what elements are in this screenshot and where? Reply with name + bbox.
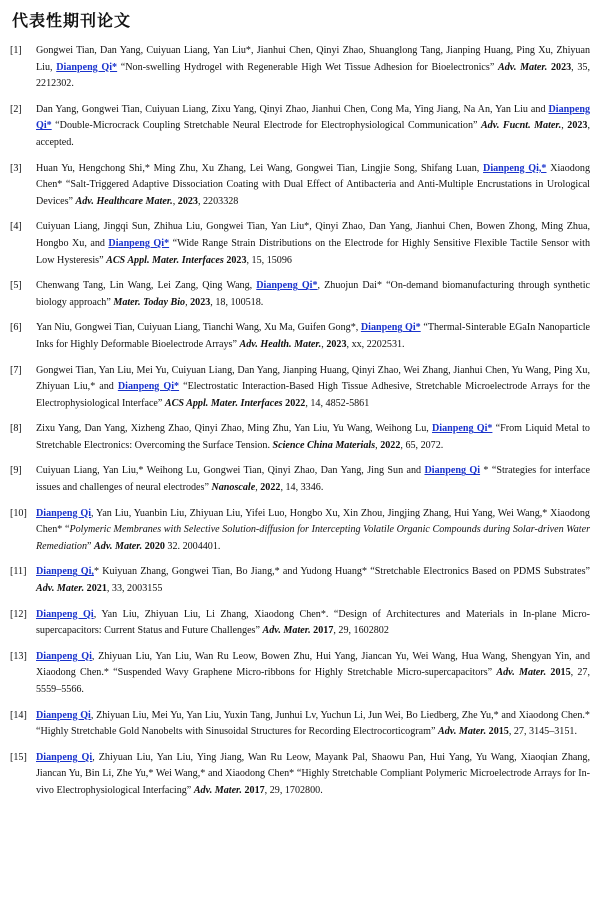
- publication-year: 2017: [244, 784, 265, 796]
- publication-year: 2020: [144, 540, 165, 552]
- author-link[interactable]: Dianpeng Qi*: [36, 103, 590, 132]
- reference-number: [9]: [10, 465, 22, 477]
- reference-number: [4]: [10, 221, 22, 233]
- citation-text: , Zhiyuan Liu, Yan Liu, Ying Jiang, Wan Ru Leow, Mayank Pal, Shaowu Pan, Hui Yang, Yu Wang, Xiaoqian Zhang, Jiancan Yu, Bin Li, Zhe Yu,* Wei Wang,* and Xiaodong Chen* “Highly Stretchable Compliant Polymeric Microelectrode Arrays for In-vivo Electrophysiological Interfacing”: [36, 751, 590, 796]
- citation-text: * “Strategies for interface issues and challenges of neural electrodes”: [36, 465, 590, 494]
- citation-text: * Kuiyuan Zhang, Gongwei Tian, Bo Jiang,* and Yudong Huang* “Stretchable Electronics Based on PDMS Substrates”: [93, 566, 590, 578]
- citation-text: Huan Yu, Hengchong Shi,* Ming Zhu, Xu Zhang, Lei Wang, Gongwei Tian, Lingjie Song, Shifang Luan,: [36, 162, 484, 174]
- reference-list: [10, 43, 590, 800]
- author-link[interactable]: Dianpeng Qi*: [256, 280, 318, 292]
- journal-name: Adv. Mater.: [193, 784, 242, 796]
- citation-text: , 29, 1602802: [333, 625, 389, 637]
- reference-number: [3]: [10, 162, 22, 174]
- journal-name: Science China Materials: [272, 439, 376, 451]
- citation-text: , 33, 2003155: [106, 583, 163, 595]
- reference-item: [10, 363, 590, 413]
- reference-number: [12]: [10, 608, 27, 620]
- reference-item: [10, 43, 590, 93]
- reference-text: [36, 463, 590, 496]
- reference-number: [5]: [10, 280, 22, 292]
- citation-text: Yan Niu, Gongwei Tian, Cuiyuan Liang, Tianchi Wang, Xu Ma, Guifen Gong*,: [36, 322, 361, 334]
- citation-text: , Zhiyuan Liu, Mei Yu, Yan Liu, Yuxin Tang, Junhui Lv, Yuchun Li, Jun Wei, Bo Liedberg, Zhe Yu,* and Xiaodong Chen.* “Highly Stretchable Gold Nanobelts with Sinusoidal Structures for Recording Electrocorticogram”: [36, 709, 590, 738]
- publication-year: 2022: [285, 397, 306, 409]
- journal-name: ACS Appl. Mater. Interfaces: [106, 254, 224, 266]
- publication-year: 2022: [380, 439, 401, 451]
- reference-item: [10, 278, 590, 311]
- citation-text: ,: [561, 120, 568, 132]
- citation-text: , 2203328: [197, 195, 239, 207]
- reference-text: [36, 421, 590, 454]
- author-link[interactable]: Dianpeng Qi: [36, 751, 93, 763]
- citation-text: Gongwei Tian, Yan Liu, Mei Yu, Cuiyuan Liang, Dan Yang, Jianping Huang, Qinyi Zhao, Wei Zhang, Jianhui Chen, Yu Wang, Ping Xu, Zhiyuan Liu,* and: [36, 364, 590, 393]
- reference-text: [36, 278, 590, 311]
- author-link[interactable]: Dianpeng Qi: [36, 608, 94, 620]
- publication-year: 2023: [177, 195, 198, 207]
- citation-text: “Double-Microcrack Coupling Stretchable Neural Electrode for Electrophysiological Communication”: [51, 120, 481, 132]
- journal-name: Adv. Fucnt. Mater.: [480, 120, 562, 132]
- reference-item: [10, 421, 590, 454]
- reference-item: [10, 607, 590, 640]
- citation-text: , xx, 2202531.: [346, 338, 405, 350]
- author-link[interactable]: Dianpeng Qi: [36, 507, 92, 519]
- author-link[interactable]: Dianpeng Qi*: [431, 423, 493, 435]
- citation-text: , Yan Liu, Zhiyuan Liu, Li Zhang, Xiaodong Chen*. “Design of Architectures and Materials in In-plane Micro-supercapacitors: Current Status and Future Challenges”: [36, 608, 590, 637]
- reference-item: [10, 320, 590, 353]
- journal-name: Adv. Health. Mater.: [239, 338, 322, 350]
- author-link[interactable]: Dianpeng Qi,*: [483, 162, 547, 174]
- citation-text: ,: [375, 439, 381, 451]
- journal-name: Adv. Mater.: [36, 583, 85, 595]
- author-link[interactable]: Dianpeng Qi: [424, 465, 481, 477]
- reference-text: [36, 506, 590, 556]
- page-title: 代表性期刊论文: [12, 11, 132, 30]
- reference-number: [1]: [10, 45, 22, 56]
- journal-name: Adv. Mater.: [496, 667, 547, 679]
- reference-number: [15]: [10, 751, 27, 763]
- citation-text: ,: [172, 195, 178, 207]
- citation-text: , 14, 3346.: [280, 482, 324, 494]
- journal-name: Adv. Healthcare Mater.: [75, 195, 173, 207]
- reference-text: [36, 219, 590, 269]
- reference-text: [36, 649, 590, 699]
- author-link[interactable]: Dianpeng Qi*: [108, 237, 170, 249]
- citation-text: , Zhuojun Dai* “On-demand biomanufacturing through synthetic biology approach”: [36, 280, 590, 308]
- citation-text: , 15, 15096: [246, 254, 292, 266]
- journal-name: ACS Appl. Mater. Interfaces: [164, 397, 283, 409]
- citation-text: , 29, 1702800.: [264, 784, 323, 796]
- author-link[interactable]: Dianpeng Qi*: [117, 381, 180, 393]
- reference-text: [36, 102, 590, 152]
- citation-text: , Yan Liu, Yuanbin Liu, Zhiyuan Liu, Yifei Luo, Hongbo Xu, Xin Zhou, Jingjing Zhang, Hui Yang, Wei Wang,* Xiaodong Chen* “: [36, 507, 590, 536]
- reference-item: [10, 750, 590, 800]
- reference-text: [36, 564, 590, 597]
- reference-text: [36, 750, 590, 800]
- citation-text: ,: [255, 482, 261, 494]
- author-link[interactable]: Dianpeng Qi: [36, 709, 91, 721]
- publication-year: 2015: [550, 667, 571, 679]
- author-link[interactable]: Dianpeng Qi,: [36, 566, 94, 578]
- reference-item: [10, 161, 590, 211]
- journal-name: Adv. Mater.: [94, 540, 143, 552]
- reference-text: [36, 607, 590, 640]
- reference-item: [10, 564, 590, 597]
- citation-text: , 65, 2072.: [400, 439, 444, 451]
- publication-year: 2023: [550, 61, 572, 73]
- citation-text: ,: [321, 338, 327, 350]
- publication-year: 2023: [190, 296, 211, 308]
- publication-year: 2021: [86, 583, 107, 595]
- reference-number: [7]: [10, 364, 22, 376]
- reference-number: [11]: [10, 566, 27, 578]
- journal-name: Adv. Mater.: [262, 625, 311, 637]
- reference-text: [36, 320, 590, 353]
- reference-number: [8]: [10, 423, 22, 435]
- reference-text: [36, 708, 590, 741]
- publication-year: 2015: [488, 726, 509, 738]
- author-link[interactable]: Dianpeng Qi: [36, 650, 92, 662]
- citation-text: “Electrostatic Interaction-Based High Tissue Adhesive, Stretchable Microelectrode Arrays for the Electrophysiological Interface”: [36, 381, 591, 409]
- citation-text: “Thermal-Sinterable EGaIn Nanoparticle Inks for Highly Deformable Bioelectrode Arrays”: [36, 322, 590, 350]
- reference-item: [10, 463, 590, 496]
- reference-number: [2]: [10, 103, 22, 115]
- citation-text: , Zhiyuan Liu, Yan Liu, Wan Ru Leow, Bowen Zhu, Hui Yang, Jiancan Yu, Wei Wang, Hua Wang, Shengyan Yin, and Xiaodong Chen.* “Suspended Wavy Graphene Micro-ribbons for Highly Stretchable Micro-supercapacitors”: [36, 650, 590, 679]
- reference-number: [13]: [10, 650, 27, 662]
- citation-text: ”: [87, 540, 95, 552]
- reference-number: [6]: [10, 322, 22, 334]
- citation-text: “Wide Range Strain Distributions on the Electrode for Highly Sensitive Flexible Tactile Sensor with Low Hysteresis”: [36, 237, 590, 266]
- citation-text: “Non-swelling Hydrogel with Regenerable High Wet Tissue Adhesion for Bioelectronics”: [117, 61, 498, 73]
- reference-item: [10, 708, 590, 741]
- reference-item: [10, 506, 590, 556]
- citation-text: “From Liquid Metal to Stretchable Electronics: Overcoming the Surface Tension.: [36, 423, 590, 451]
- citation-text: Xiaodong Chen* “Salt-Triggered Adaptive Dissociation Coating with Dual Effect of Antibacteria and Anti-Multiple Encrustations in Urological Devices”: [36, 162, 590, 207]
- citation-text: , 27, 3145–3151.: [508, 726, 577, 738]
- citation-text: Cuiyuan Liang, Jingqi Sun, Zhihua Liu, Gongwei Tian, Yan Liu*, Qinyi Zhao, Dan Yang, Jianhui Chen, Bowen Zhong, Ming Zhua, Hongbo Xu, and: [36, 221, 590, 249]
- citation-text: , 35, 2212302.: [36, 61, 590, 90]
- publication-year: 2023: [567, 120, 588, 132]
- journal-name: Adv. Mater.: [497, 61, 548, 73]
- author-link[interactable]: Dianpeng Qi*: [56, 61, 118, 73]
- publication-year: 2017: [313, 625, 334, 637]
- citation-text: , 27, 5559–5566.: [36, 667, 590, 695]
- reference-item: [10, 219, 590, 269]
- citation-text: Gongwei Tian, Dan Yang, Cuiyuan Liang, Yan Liu*, Jianhui Chen, Qinyi Zhao, Shuanglong Tang, Jianping Huang, Ping Xu, Zhiyuan Liu,: [36, 45, 590, 73]
- reference-item: [10, 649, 590, 699]
- citation-text: Dan Yang, Gongwei Tian, Cuiyuan Liang, Zixu Yang, Qinyi Zhao, Jianhui Chen, Cong Ma, Ying Jiang, Na An, Yan Liu and: [36, 103, 549, 115]
- publication-year: 2022: [260, 482, 281, 494]
- citation-text: , 14, 4852-5861: [305, 397, 370, 409]
- author-link[interactable]: Dianpeng Qi*: [360, 322, 421, 334]
- journal-name: Adv. Mater.: [437, 726, 487, 738]
- citation-text: , 18, 100518.: [210, 296, 264, 308]
- reference-number: [14]: [10, 709, 27, 721]
- publication-year: 2023: [226, 254, 247, 266]
- article-title: Polymeric Membranes with Selective Solution-diffusion for Intercepting Volatile Organic Compounds during Solar-driven Water Remediation: [36, 524, 591, 552]
- citation-text: ,: [185, 296, 191, 308]
- reference-text: [36, 43, 590, 93]
- publication-year: 2023: [326, 338, 347, 350]
- citation-text: Zixu Yang, Dan Yang, Xizheng Zhao, Qinyi Zhao, Ming Zhu, Yan Liu, Yu Wang, Weihong Lu,: [36, 423, 432, 435]
- citation-text: Chenwang Tang, Lin Wang, Lei Zang, Qing Wang,: [36, 280, 257, 292]
- journal-name: Mater. Today Bio: [113, 296, 186, 308]
- citation-text: 32. 2004401.: [164, 540, 221, 552]
- journal-name: Nanoscale: [211, 482, 256, 494]
- reference-number: [10]: [10, 507, 27, 519]
- citation-text: Cuiyuan Liang, Yan Liu,* Weihong Lu, Gongwei Tian, Qinyi Zhao, Dan Yang, Jing Sun and: [36, 465, 425, 477]
- reference-text: [36, 161, 590, 211]
- citation-text: , accepted.: [36, 120, 590, 148]
- reference-item: [10, 102, 590, 152]
- reference-text: [36, 363, 590, 413]
